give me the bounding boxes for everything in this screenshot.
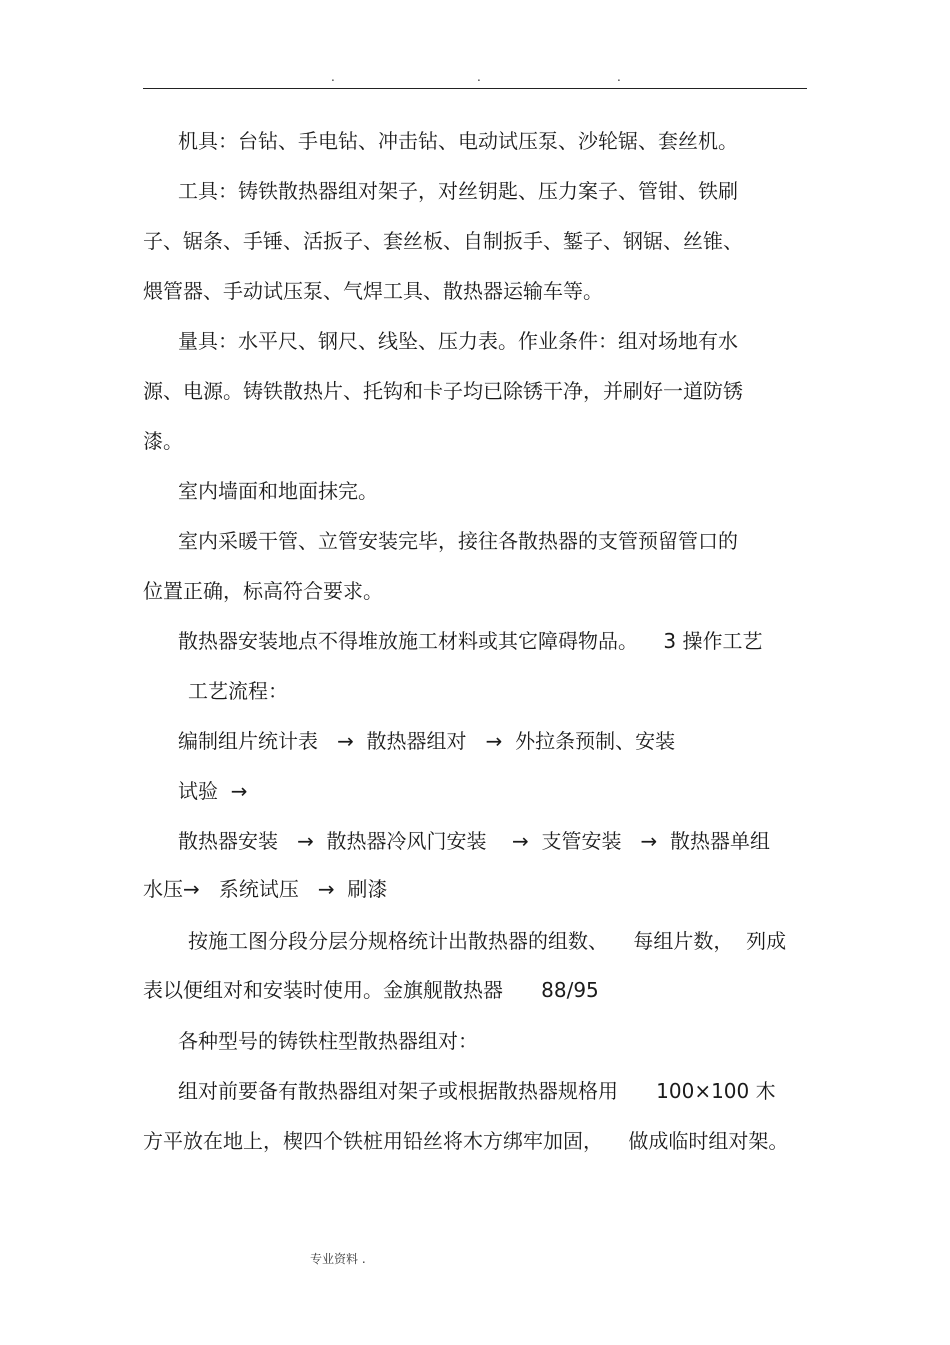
text-line: 各种型号的铸铁柱型散热器组对： [178,1029,478,1053]
text-line: 煨管器、手动试压泵、气焊工具、散热器运输车等。 [143,279,603,303]
text-line: 散热器安装 → 散热器冷风门安装 → 支管安装 → 散热器单组 [178,829,770,853]
text-line: 位置正确，标高符合要求。 [143,579,383,603]
text-line: 漆。 [143,429,183,453]
header-dot: . [477,70,481,84]
text-line: 工艺流程： [188,679,288,703]
text-line: 室内采暖干管、立管安装完毕，接往各散热器的支管预留管口的 [178,529,738,553]
page-footer: 专业资料 . [310,1252,366,1266]
text-line: 编制组片统计表 → 散热器组对 → 外拉条预制、安装 [178,729,676,753]
text-line: 子、锯条、手锤、活扳子、套丝板、自制扳手、錾子、钢锯、丝锥、 [143,229,743,253]
text-line: 组对前要备有散热器组对架子或根据散热器规格用 100×100 木 [178,1079,776,1103]
text-line: 按施工图分段分层分规格统计出散热器的组数、 每组片数， 列成 [188,929,787,953]
text-line: 方平放在地上，楔四个铁桩用铅丝将木方绑牢加固， 做成临时组对架。 [143,1129,789,1153]
text-line: 表以便组对和安装时使用。金旗舰散热器 88/95 [143,978,599,1002]
text-line: 机具：台钻、手电钻、冲击钻、电动试压泵、沙轮锯、套丝机。 [178,129,738,153]
header-rule [143,88,807,89]
text-line: 源、电源。铸铁散热片、托钩和卡子均已除锈干净，并刷好一道防锈 [143,379,743,403]
header-dot: . [617,70,621,84]
header-dot: . [331,70,335,84]
text-line: 量具：水平尺、钢尺、线坠、压力表。作业条件：组对场地有水 [178,329,738,353]
page-header [0,70,950,84]
text-line: 工具：铸铁散热器组对架子，对丝钥匙、压力案子、管钳、铁刷 [178,179,738,203]
text-line: 水压→ 系统试压 → 刷漆 [143,877,388,901]
text-line: 室内墙面和地面抹完。 [178,479,378,503]
text-line: 试验 → [178,779,248,803]
text-line: 散热器安装地点不得堆放施工材料或其它障碍物品。 3 操作工艺 [178,629,763,653]
